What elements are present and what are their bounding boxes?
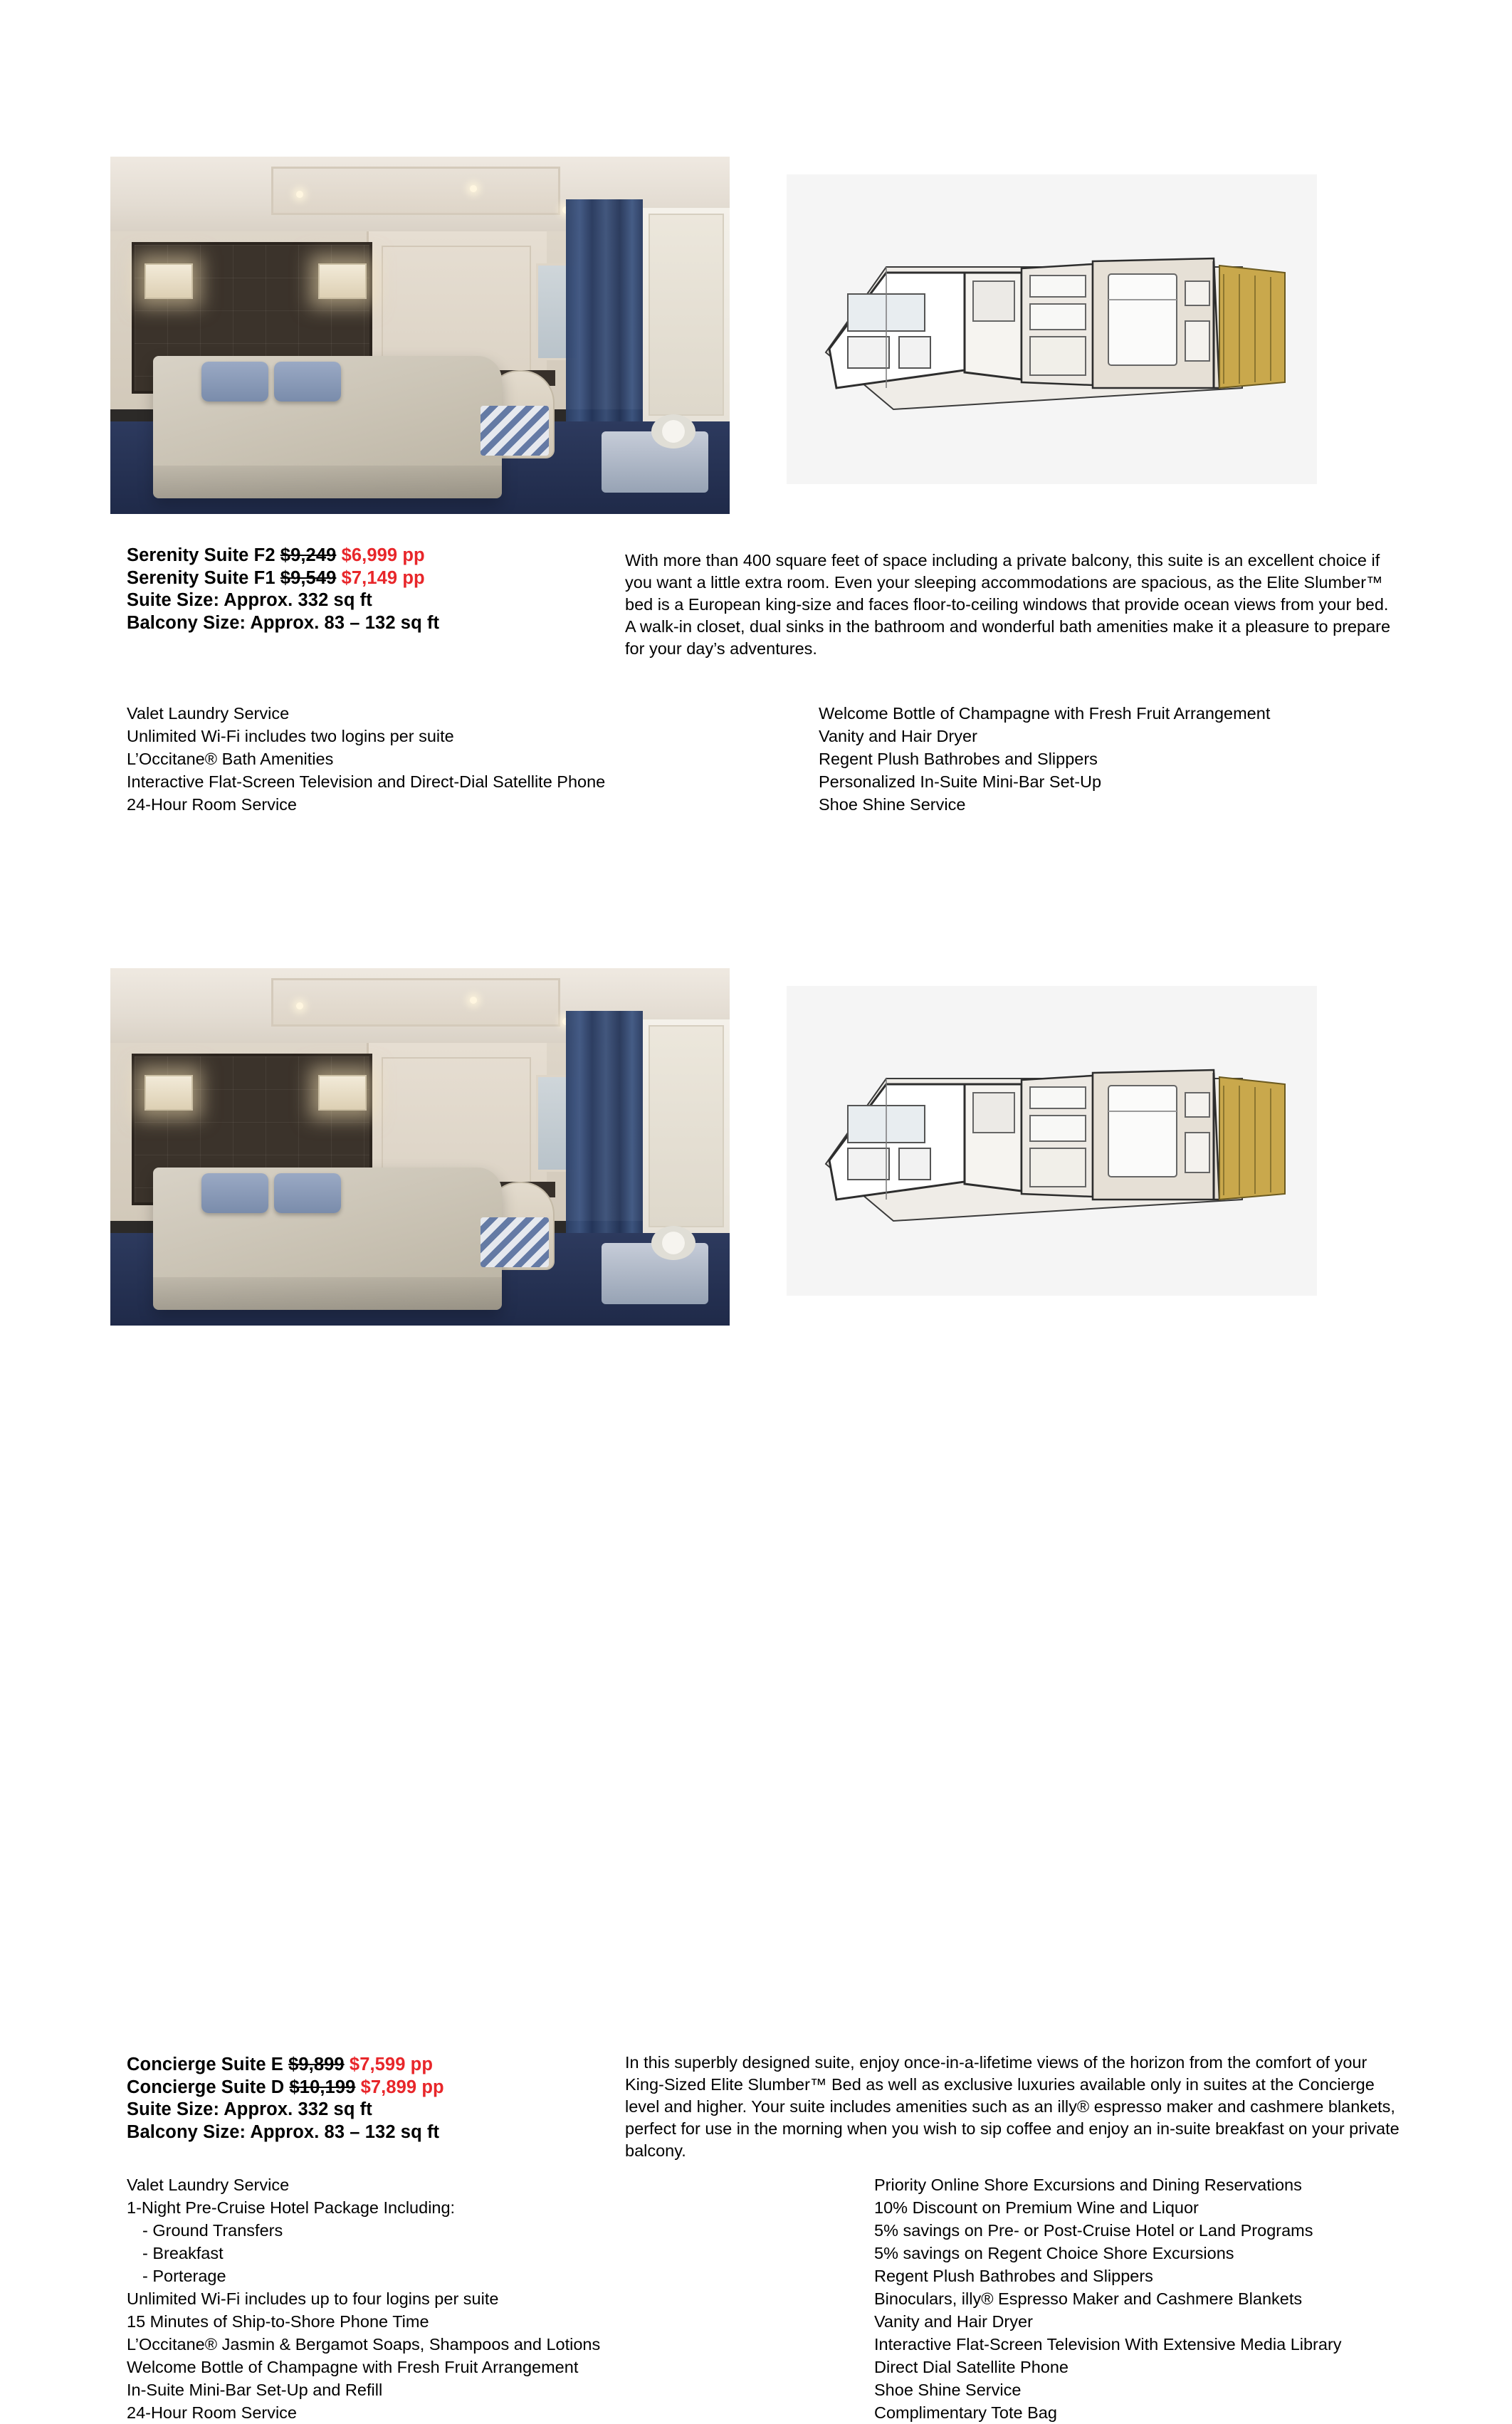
sale-price: $7,599 pp bbox=[349, 2055, 434, 2074]
sale-price: $7,899 pp bbox=[360, 2077, 444, 2097]
serenity-price-block bbox=[127, 545, 668, 634]
amenity-item: 5% savings on Pre- or Post-Cruise Hotel or Land Programs bbox=[874, 2221, 1313, 2240]
amenity-item: Shoe Shine Service bbox=[874, 2381, 1022, 2399]
photo-curtain bbox=[566, 1011, 643, 1246]
suite-name: Concierge Suite D bbox=[127, 2077, 285, 2097]
photo-wall-sconce bbox=[145, 263, 193, 299]
photo-pillow bbox=[274, 1173, 341, 1213]
photo-ceiling-inset bbox=[271, 978, 560, 1027]
sale-price: $7,149 pp bbox=[341, 567, 425, 588]
balcony-size: Balcony Size: Approx. 83 – 132 sq ft bbox=[127, 612, 440, 633]
deck-plan-diagram bbox=[787, 986, 1317, 1296]
amenity-item: Shoe Shine Service bbox=[819, 795, 966, 814]
original-price: $9,249 bbox=[280, 545, 337, 565]
photo-throw-cushion bbox=[481, 1217, 549, 1267]
amenity-item: Vanity and Hair Dryer bbox=[819, 727, 977, 745]
photo-ceiling-light bbox=[470, 185, 477, 192]
photo-curtain bbox=[566, 199, 643, 434]
amenity-item: Priority Online Shore Excursions and Dining Reservations bbox=[874, 2176, 1302, 2194]
photo-flower-arrangement bbox=[651, 1226, 695, 1260]
serenity-suite-deck-plan bbox=[787, 174, 1317, 484]
amenity-item: 15 Minutes of Ship-to-Shore Phone Time bbox=[127, 2312, 429, 2331]
amenity-item: 10% Discount on Premium Wine and Liquor bbox=[874, 2198, 1199, 2217]
photo-ceiling-inset bbox=[271, 167, 560, 215]
sale-price: $6,999 pp bbox=[341, 545, 425, 565]
serenity-suite-photo bbox=[110, 157, 730, 514]
original-price: $9,549 bbox=[280, 567, 337, 588]
concierge-price-block bbox=[127, 2054, 668, 2144]
amenity-item: Valet Laundry Service bbox=[127, 704, 290, 723]
amenity-item: Interactive Flat-Screen Television With Extensive Media Library bbox=[874, 2335, 1342, 2354]
photo-pillow bbox=[201, 1173, 268, 1213]
amenity-item: - Breakfast bbox=[142, 2244, 224, 2262]
suite-name: Concierge Suite E bbox=[127, 2055, 283, 2074]
photo-window bbox=[643, 208, 730, 421]
serenity-amenities-right bbox=[819, 702, 1459, 816]
amenity-item: - Ground Transfers bbox=[142, 2221, 283, 2240]
price-row bbox=[127, 567, 668, 590]
photo-ceiling-light bbox=[296, 1002, 303, 1009]
photo-pillow bbox=[274, 362, 341, 402]
amenity-item: In-Suite Mini-Bar Set-Up and Refill bbox=[127, 2381, 383, 2399]
serenity-amenities-left bbox=[127, 702, 753, 816]
photo-ceiling-light bbox=[470, 997, 477, 1004]
amenity-item: Binoculars, illy® Espresso Maker and Cashmere Blankets bbox=[874, 2289, 1303, 2308]
amenity-item: Interactive Flat-Screen Television and Direct-Dial Satellite Phone bbox=[127, 772, 606, 791]
photo-ceiling-light bbox=[296, 191, 303, 198]
amenity-item: Regent Plush Bathrobes and Slippers bbox=[819, 750, 1098, 768]
photo-wall-sconce bbox=[318, 263, 367, 299]
price-row bbox=[127, 2054, 668, 2077]
concierge-amenities-left bbox=[127, 2173, 753, 2424]
amenity-item: 24-Hour Room Service bbox=[127, 795, 298, 814]
price-row bbox=[127, 2077, 668, 2099]
suite-size: Suite Size: Approx. 332 sq ft bbox=[127, 2099, 372, 2119]
photo-throw-cushion bbox=[481, 406, 549, 456]
amenity-item: - Porterage bbox=[142, 2267, 226, 2285]
photo-pillow bbox=[201, 362, 268, 402]
suite-name: Serenity Suite F2 bbox=[127, 545, 275, 565]
amenity-item: Regent Plush Bathrobes and Slippers bbox=[874, 2267, 1153, 2285]
suite-size: Suite Size: Approx. 332 sq ft bbox=[127, 590, 372, 610]
amenity-item: 24-Hour Room Service bbox=[127, 2403, 298, 2422]
original-price: $9,899 bbox=[288, 2055, 345, 2074]
amenity-item: Unlimited Wi-Fi includes two logins per suite bbox=[127, 727, 454, 745]
balcony-size: Balcony Size: Approx. 83 – 132 sq ft bbox=[127, 2121, 440, 2142]
photo-flower-arrangement bbox=[651, 414, 695, 448]
suite-name: Serenity Suite F1 bbox=[127, 567, 275, 588]
amenity-item: 1-Night Pre-Cruise Hotel Package Including: bbox=[127, 2198, 456, 2217]
amenity-item: Valet Laundry Service bbox=[127, 2176, 290, 2194]
amenity-item: Personalized In-Suite Mini-Bar Set-Up bbox=[819, 772, 1102, 791]
concierge-suite-deck-plan bbox=[787, 986, 1317, 1296]
amenity-item: Direct Dial Satellite Phone bbox=[874, 2358, 1069, 2376]
amenity-item: Welcome Bottle of Champagne with Fresh Fruit Arrangement bbox=[127, 2358, 579, 2376]
deck-plan-diagram bbox=[787, 174, 1317, 484]
amenity-item: Welcome Bottle of Champagne with Fresh Fruit Arrangement bbox=[819, 704, 1271, 723]
price-row bbox=[127, 545, 668, 567]
amenity-item: Vanity and Hair Dryer bbox=[874, 2312, 1033, 2331]
amenity-item: L’Occitane® Jasmin & Bergamot Soaps, Shampoos and Lotions bbox=[127, 2335, 601, 2354]
amenity-item: Unlimited Wi-Fi includes up to four logins per suite bbox=[127, 2289, 499, 2308]
photo-wall-sconce bbox=[145, 1075, 193, 1111]
concierge-description: In this superbly designed suite, enjoy once-in-a-lifetime views of the horizon from the comfort of your King-Sized Elite Slumber™ Bed as well as exclusive luxuries available only in suites at the Concierge level and higher. Your suite includes amenities such as an illy® espresso maker and cashmere blankets, perfect for use in the morning when you wish to sip coffee and enjoy an in-suite breakfast on your private balcony. bbox=[625, 2053, 1400, 2160]
photo-window bbox=[643, 1019, 730, 1233]
serenity-description: With more than 400 square feet of space including a private balcony, this suite is an excellent choice if you want a little extra room. Even your sleeping accommodations are spacious, as the Elite Slumber™ bed is a European king-size and faces floor-to-ceiling windows that provide ocean views from your bed. A walk-in closet, dual sinks in the bathroom and wonderful bath amenities make it a pleasure to prepare for your day’s adventures. bbox=[625, 551, 1391, 658]
amenity-item: L’Occitane® Bath Amenities bbox=[127, 750, 334, 768]
concierge-amenities-right bbox=[874, 2173, 1512, 2424]
original-price: $10,199 bbox=[289, 2077, 356, 2097]
amenity-item: Complimentary Tote Bag bbox=[874, 2403, 1057, 2422]
photo-wall-sconce bbox=[318, 1075, 367, 1111]
amenity-item: 5% savings on Regent Choice Shore Excursions bbox=[874, 2244, 1234, 2262]
concierge-suite-photo bbox=[110, 968, 730, 1326]
